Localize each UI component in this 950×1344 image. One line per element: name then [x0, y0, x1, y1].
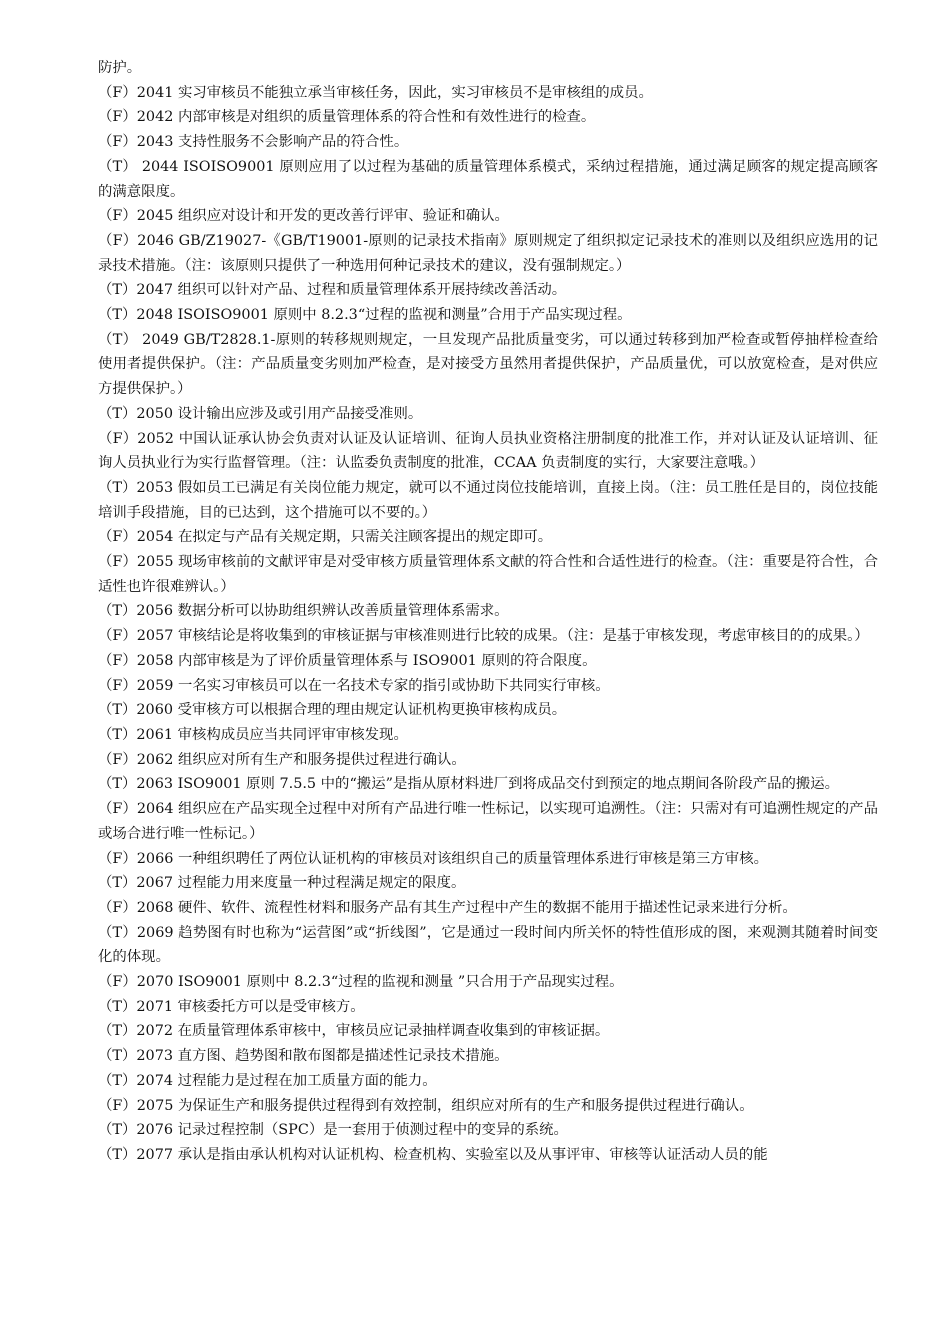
- paragraph-1: 防护。: [98, 60, 142, 76]
- document-body: [98, 56, 878, 1168]
- paragraph-27: （F）2068 硬件、软件、流程性材料和服务产品有其生产过程中产生的数据不能用于描述性记录来进行分析。: [98, 899, 797, 916]
- paragraph-10: （T） 2049 GB/T2828.1-原则的转移规则规定，一旦发现产品批质量变劣，可以通过转移到加严检查或暂停抽样检查给使用者提供保护。（注：产品质量变劣则加严检查，是对接受方虽然用者提供保护，产品质量优，可以放宽检查，是对供应方提供保护。）: [98, 331, 878, 398]
- paragraph-7: （F）2046 GB/Z19027-《GB/T19001-原则的记录技术指南》原则规定了组织拟定记录技术的准则以及组织应选用的记录技术措施。（注：该原则只提供了一种选用何种记录技术的建议，没有强制规定。）: [98, 232, 878, 274]
- paragraph-13: （T）2053 假如员工已满足有关岗位能力规定，就可以不通过岗位技能培训，直接上岗。（注：员工胜任是目的，岗位技能培训手段措施，目的已达到，这个措施可以不要的。）: [98, 479, 878, 521]
- paragraph-2: （F）2041 实习审核员不能独立承当审核任务，因此，实习审核员不是审核组的成员。: [98, 84, 653, 101]
- paragraph-28: （T）2069 趋势图有时也称为“运营图”或“折线图”，它是通过一段时间内所关怀的特性值形成的图，来观测其随着时间变化的体现。: [98, 924, 878, 966]
- paragraph-5: （T） 2044 ISOISO9001 原则应用了以过程为基础的质量管理体系模式，采纳过程措施，通过满足顾客的规定提高顾客的满意限度。: [98, 158, 878, 200]
- paragraph-33: （T）2074 过程能力是过程在加工质量方面的能力。: [98, 1072, 437, 1089]
- paragraph-16: （T）2056 数据分析可以协助组织辨认改善质量管理体系需求。: [98, 603, 509, 620]
- paragraph-20: （T）2060 受审核方可以根据合理的理由规定认证机构更换审核构成员。: [98, 702, 567, 719]
- paragraph-9: （T）2048 ISOISO9001 原则中 8.2.3“过程的监视和测量”合用于产品实现过程。: [98, 307, 632, 324]
- paragraph-22: （F）2062 组织应对所有生产和服务提供过程进行确认。: [98, 751, 466, 768]
- paragraph-4: （F）2043 支持性服务不会影响产品的符合性。: [98, 134, 409, 151]
- paragraph-35: （T）2076 记录过程控制（SPC）是一套用于侦测过程中的变异的系统。: [98, 1122, 568, 1139]
- paragraph-11: （T）2050 设计输出应涉及或引用产品接受准则。: [98, 405, 423, 422]
- paragraph-6: （F）2045 组织应对设计和开发的更改善行评审、验证和确认。: [98, 208, 509, 225]
- paragraph-36: （T）2077 承认是指由承认机构对认证机构、检查机构、实验室以及从事评审、审核等认证活动人员的能: [98, 1146, 768, 1163]
- paragraph-30: （T）2071 审核委托方可以是受审核方。: [98, 998, 365, 1015]
- paragraph-24: （F）2064 组织应在产品实现全过程中对所有产品进行唯一性标记，以实现可追溯性。（注：只需对有可追溯性规定的产品或场合进行唯一性标记。）: [98, 801, 878, 842]
- paragraph-12: （F）2052 中国认证承认协会负责对认证及认证培训、征询人员执业资格注册制度的批准工作，并对认证及认证培训、征询人员执业行为实行监督管理。（注：认监委负责制度的批准，CCAA 负责制度的实行，大家要注意哦。）: [98, 430, 878, 472]
- paragraph-29: （F）2070 ISO9001 原则中 8.2.3“过程的监视和测量 ”只合用于产品现实过程。: [98, 974, 624, 991]
- paragraph-17: （F）2057 审核结论是将收集到的审核证据与审核准则进行比较的成果。（注：是基于审核发现，考虑审核目的的成果。）: [98, 628, 869, 645]
- paragraph-34: （F）2075 为保证生产和服务提供过程得到有效控制，组织应对所有的生产和服务提供过程进行确认。: [98, 1097, 754, 1114]
- paragraph-23: （T）2063 ISO9001 原则 7.5.5 中的“搬运”是指从原材料进厂到将成品交付到预定的地点期间各阶段产品的搬运。: [98, 776, 840, 793]
- paragraph-19: （F）2059 一名实习审核员可以在一名技术专家的指引或协助下共同实行审核。: [98, 677, 610, 694]
- paragraph-21: （T）2061 审核构成员应当共同评审审核发现。: [98, 726, 408, 743]
- paragraph-25: （F）2066 一种组织聘任了两位认证机构的审核员对该组织自己的质量管理体系进行审核是第三方审核。: [98, 850, 768, 867]
- paragraph-31: （T）2072 在质量管理体系审核中，审核员应记录抽样调查收集到的审核证据。: [98, 1023, 610, 1040]
- paragraph-8: （T）2047 组织可以针对产品、过程和质量管理体系开展持续改善活动。: [98, 282, 567, 299]
- paragraph-3: （F）2042 内部审核是对组织的质量管理体系的符合性和有效性进行的检查。: [98, 109, 596, 126]
- paragraph-14: （F）2054 在拟定与产品有关规定期，只需关注顾客提出的规定即可。: [98, 529, 553, 546]
- paragraph-26: （T）2067 过程能力用来度量一种过程满足规定的限度。: [98, 875, 466, 892]
- paragraph-15: （F）2055 现场审核前的文献评审是对受审核方质量管理体系文献的符合性和合适性进行的检查。（注：重要是符合性，合适性也许很难辨认。）: [98, 554, 878, 595]
- paragraph-32: （T）2073 直方图、趋势图和散布图都是描述性记录技术措施。: [98, 1048, 509, 1065]
- paragraph-18: （F）2058 内部审核是为了评价质量管理体系与 ISO9001 原则的符合限度。: [98, 652, 597, 669]
